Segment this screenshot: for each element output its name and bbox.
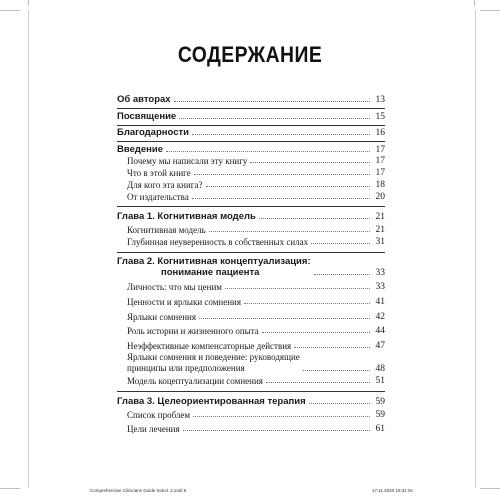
toc-entry-label: Посвящение <box>117 111 177 122</box>
page-title: СОДЕРЖАНИЕ <box>177 42 323 67</box>
leader-dots <box>309 403 370 404</box>
toc-subentry[interactable] <box>117 237 385 247</box>
leader-dots <box>266 382 370 383</box>
toc-page-number: 59 <box>375 397 385 407</box>
divider <box>117 125 385 126</box>
toc-entry-label-line2: принципы или предположения <box>127 363 245 373</box>
toc-page-number: 33 <box>375 282 385 292</box>
leader-dots <box>166 151 370 152</box>
toc-subentry[interactable] <box>117 424 385 434</box>
leader-dots <box>244 303 370 304</box>
toc-entry-label <box>127 352 300 374</box>
toc-page-number: 33 <box>375 268 385 278</box>
toc-entry-label: Роль истории и жизненного опыта <box>127 326 259 336</box>
toc-subentry[interactable] <box>117 352 385 374</box>
toc-entry-label: Глава 1. Когнитивная модель <box>117 211 256 222</box>
toc-entry-label: Ярлыки сомнения <box>127 312 196 322</box>
toc-page-number: 20 <box>375 192 385 202</box>
leader-dots <box>259 218 370 219</box>
toc-entry-label: Введение <box>117 144 164 155</box>
toc-entry-label: Список проблем <box>127 410 191 420</box>
crop-mark <box>0 488 20 489</box>
toc-page-number: 13 <box>375 95 385 105</box>
divider <box>117 141 385 142</box>
toc-page-number: 17 <box>375 168 385 178</box>
toc-entry-label: От издательства <box>127 192 189 202</box>
leader-dots <box>294 347 370 348</box>
crop-mark <box>28 0 29 6</box>
divider <box>117 108 385 109</box>
leader-dots <box>183 430 370 431</box>
toc-page-number: 18 <box>375 180 385 190</box>
toc-page-number: 42 <box>375 312 385 322</box>
toc-entry-chapter-1[interactable] <box>117 211 385 222</box>
toc-entry-label: Модель коцептуализации сомнения <box>127 376 263 386</box>
toc-subentry[interactable] <box>117 156 385 166</box>
leader-dots <box>193 416 370 417</box>
toc-entry-chapter-3[interactable] <box>117 396 385 407</box>
toc-entry-label-line1: Глава 2. Когнитивная концептуализация: <box>117 256 311 267</box>
leader-dots <box>174 101 370 102</box>
toc-entry-label: Личность: что мы ценим <box>127 282 222 292</box>
toc-entry-about-authors[interactable] <box>117 94 385 105</box>
toc-page-number: 48 <box>375 364 385 374</box>
toc-subentry[interactable] <box>117 225 385 235</box>
toc-page-number: 15 <box>375 112 385 122</box>
toc-entry-label: Об авторах <box>117 94 171 105</box>
print-slug-right: 17.11.2020 19:31:0x <box>372 488 413 493</box>
toc-entry-dedication[interactable] <box>117 111 385 122</box>
toc-page-number: 17 <box>375 156 385 166</box>
crop-mark <box>0 10 20 11</box>
toc-subentry[interactable] <box>117 282 385 292</box>
toc-subentry[interactable] <box>117 410 385 420</box>
divider <box>117 206 385 207</box>
toc-entry-chapter-2[interactable] <box>117 256 385 278</box>
toc-subentry[interactable] <box>117 326 385 336</box>
toc-entry-label <box>117 256 311 278</box>
toc-page-number: 21 <box>375 212 385 222</box>
toc-page-number: 41 <box>375 297 385 307</box>
toc-page-number: 31 <box>375 237 385 247</box>
divider <box>117 391 385 392</box>
toc-entry-label: Что в этой книге <box>127 168 191 178</box>
leader-dots <box>262 332 370 333</box>
leader-dots <box>250 162 370 163</box>
toc-entry-label: Глава 3. Целеориентированная терапия <box>117 396 306 407</box>
leader-dots <box>179 118 370 119</box>
crop-mark <box>480 488 500 489</box>
toc-entry-label: Ценности и ярлыки сомнения <box>127 297 242 307</box>
toc-page-number: 51 <box>375 376 385 386</box>
toc-page-number: 17 <box>375 145 385 155</box>
toc-entry-label: Неэффективные компенсаторные действия <box>127 341 292 351</box>
toc-entry-label: Благодарности <box>117 127 189 138</box>
crop-mark <box>480 10 500 11</box>
toc-entry-label-line1: Ярлыки сомнения и поведение: руководящие <box>127 352 300 362</box>
leader-dots <box>303 370 370 371</box>
toc-entry-label: Для кого эта книга? <box>127 180 203 190</box>
leader-dots <box>199 318 370 319</box>
toc-subentry[interactable] <box>117 168 385 178</box>
toc-entry-label: Цели лечения <box>127 424 180 434</box>
toc-page-number: 21 <box>375 225 385 235</box>
toc-subentry[interactable] <box>117 192 385 202</box>
toc-subentry[interactable] <box>117 312 385 322</box>
leader-dots <box>314 274 370 275</box>
toc-entry-acknowledgments[interactable] <box>117 127 385 138</box>
toc-page-number: 44 <box>375 326 385 336</box>
leader-dots <box>192 198 370 199</box>
leader-dots <box>194 174 370 175</box>
toc-entry-introduction[interactable] <box>117 144 385 155</box>
toc-subentry[interactable] <box>117 180 385 190</box>
toc-subentry[interactable] <box>117 341 385 351</box>
toc-entry-label: Глубинная неуверенность в собственных силах <box>127 237 309 247</box>
toc-page-number: 16 <box>375 128 385 138</box>
crop-mark <box>474 0 475 6</box>
leader-dots <box>311 243 370 244</box>
divider <box>117 252 385 253</box>
toc-subentry[interactable] <box>117 297 385 307</box>
toc-entry-label-line2: понимание пациента <box>161 267 260 278</box>
leader-dots <box>206 186 371 187</box>
print-slug-left: Comprehensive Clinicians Guide Sokol .2.indd 6 <box>90 488 187 493</box>
leader-dots <box>192 134 370 135</box>
toc-page-number: 61 <box>375 424 385 434</box>
toc-entry-label: Почему мы написали эту книгу <box>127 156 248 166</box>
toc-entry-label: Когнитивная модель <box>127 225 206 235</box>
toc-subentry[interactable] <box>117 376 385 386</box>
toc-page-number: 47 <box>375 341 385 351</box>
toc-page-number: 59 <box>375 410 385 420</box>
leader-dots <box>225 288 370 289</box>
leader-dots <box>209 231 370 232</box>
